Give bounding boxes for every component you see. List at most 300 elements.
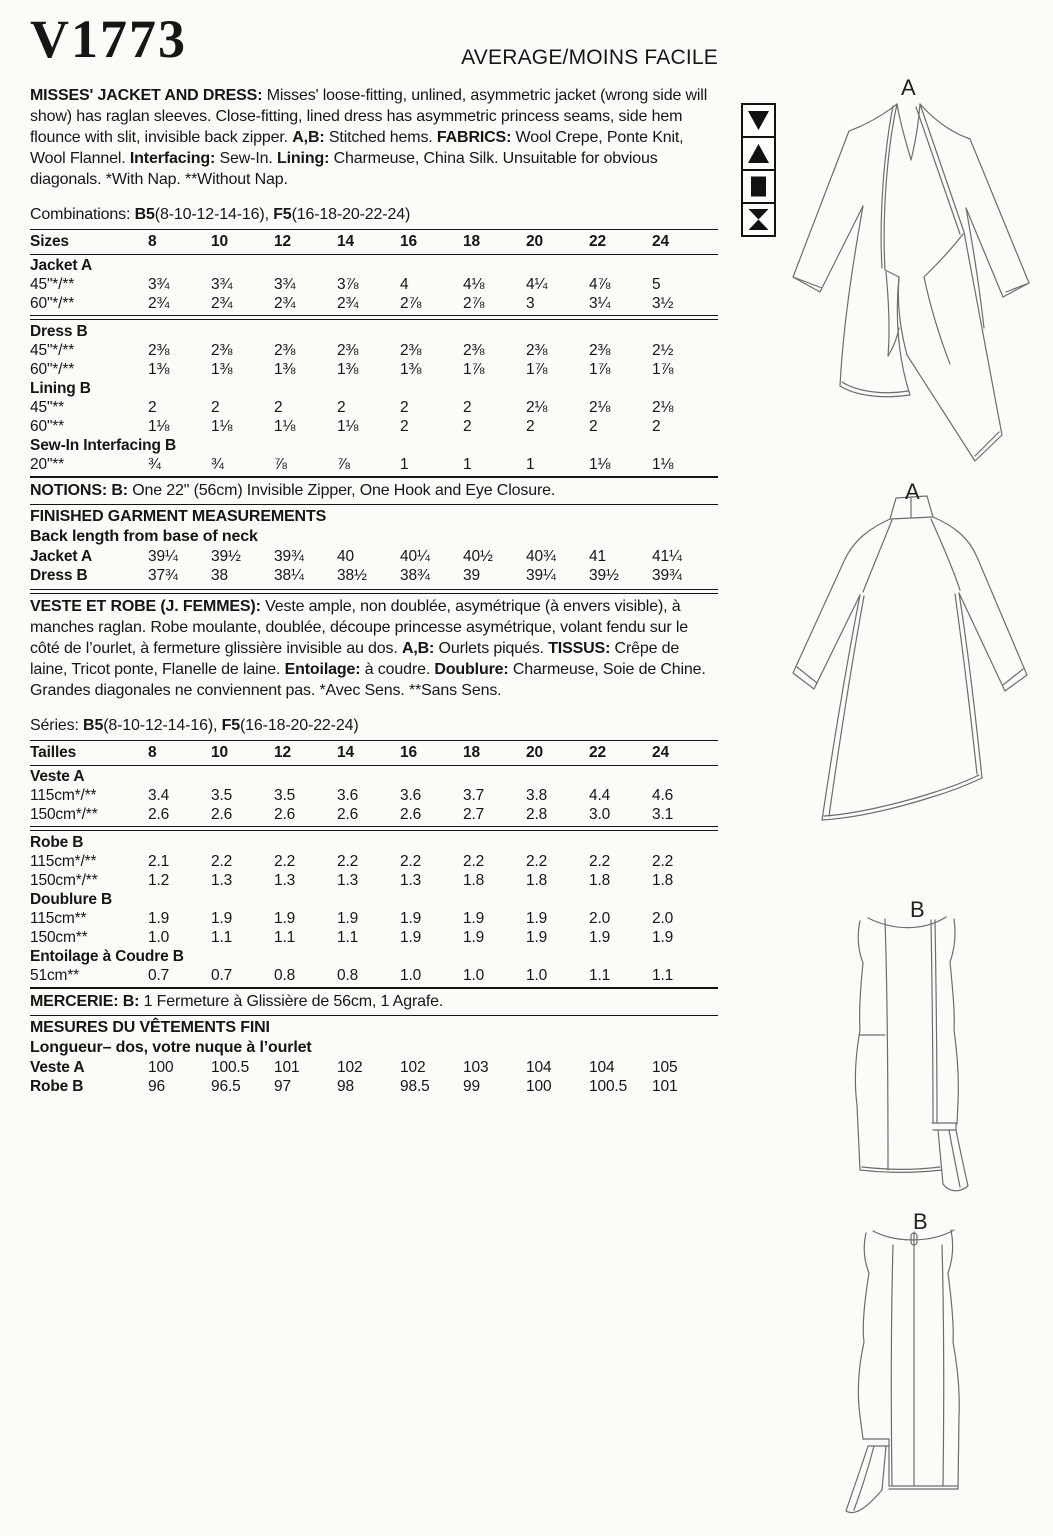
value-cell: 40¼ bbox=[400, 548, 430, 565]
value-cell: 1.8 bbox=[463, 872, 485, 889]
value-cell: 2 bbox=[274, 399, 283, 416]
value-cell: 1.9 bbox=[589, 929, 611, 946]
view-label-jacket-back: A bbox=[905, 479, 920, 504]
value-cell: 2¾ bbox=[337, 295, 359, 312]
value-cell: 1⅛ bbox=[337, 418, 359, 435]
row-label: 150cm*/** bbox=[30, 806, 98, 823]
value-cell: 4⅞ bbox=[589, 276, 611, 293]
value-cell: 2.6 bbox=[211, 806, 233, 823]
value-cell: 2¾ bbox=[148, 295, 170, 312]
value-cell: 100 bbox=[526, 1078, 552, 1095]
text-segment: Interfacing: bbox=[129, 150, 216, 167]
value-cell: 1⅛ bbox=[274, 418, 296, 435]
value-cell: 2.6 bbox=[400, 806, 422, 823]
value-cell: 1.1 bbox=[589, 967, 611, 984]
value-cell: 1⅞ bbox=[526, 361, 548, 378]
garment-section-title: Lining B bbox=[30, 380, 91, 397]
row-label: 45"*/** bbox=[30, 276, 75, 293]
yardage-table-metric bbox=[30, 742, 718, 985]
value-cell: 2⅜ bbox=[337, 342, 359, 359]
value-cell: 1⅞ bbox=[463, 361, 485, 378]
value-cell: 100.5 bbox=[589, 1078, 628, 1095]
row-label: 115cm** bbox=[30, 910, 87, 927]
row-label: 60"*/** bbox=[30, 361, 75, 378]
text-segment: Charmeuse, China Silk. Unsuitable for obvious diagonals. *With Nap. **Without Nap. bbox=[30, 150, 658, 188]
text-segment: à coudre. bbox=[360, 661, 435, 678]
value-cell: 1.9 bbox=[652, 929, 674, 946]
size-column-header: 16 bbox=[400, 744, 417, 761]
value-cell: 2⅜ bbox=[274, 342, 296, 359]
divider-rule bbox=[30, 504, 718, 505]
value-cell: 40 bbox=[337, 548, 354, 565]
row-label: 115cm*/** bbox=[30, 787, 97, 804]
value-cell: 2¾ bbox=[211, 295, 233, 312]
value-cell: 2.2 bbox=[652, 853, 674, 870]
value-cell: 1.9 bbox=[526, 929, 548, 946]
value-cell: 2⅜ bbox=[211, 342, 233, 359]
value-cell: 38¼ bbox=[274, 567, 304, 584]
size-column-header: 20 bbox=[526, 744, 543, 761]
value-cell: 3.5 bbox=[211, 787, 233, 804]
jacket-back-drawing bbox=[746, 480, 1034, 838]
value-cell: 2⅛ bbox=[652, 399, 674, 416]
measurement-row bbox=[30, 455, 718, 474]
text-segment: NOTIONS: B: bbox=[30, 482, 128, 499]
row-label: 45"** bbox=[30, 399, 65, 416]
value-cell: 2⅜ bbox=[400, 342, 422, 359]
row-label: 45"*/** bbox=[30, 342, 75, 359]
value-cell: 2⅛ bbox=[589, 399, 611, 416]
text-segment: Stitched hems. bbox=[324, 129, 437, 146]
value-cell: 2 bbox=[652, 418, 661, 435]
yardage-table-imperial bbox=[30, 231, 718, 474]
value-cell: 41¼ bbox=[652, 548, 682, 565]
value-cell: 2 bbox=[211, 399, 220, 416]
value-cell: 0.8 bbox=[337, 967, 359, 984]
text-segment: (16-18-20-22-24) bbox=[291, 206, 411, 223]
value-cell: 41 bbox=[589, 548, 606, 565]
divider-rule bbox=[30, 826, 718, 831]
value-cell: 2⅜ bbox=[526, 342, 548, 359]
description-english bbox=[30, 85, 718, 190]
value-cell: 3 bbox=[526, 295, 535, 312]
text-segment: VESTE ET ROBE (J. FEMMES): bbox=[30, 598, 266, 615]
divider-rule bbox=[30, 1015, 718, 1016]
size-column-header: 24 bbox=[652, 233, 669, 250]
value-cell: 4.6 bbox=[652, 787, 674, 804]
value-cell: 37¾ bbox=[148, 567, 178, 584]
measurement-row bbox=[30, 398, 718, 417]
row-label: Dress B bbox=[30, 567, 88, 584]
value-cell: 2.6 bbox=[148, 806, 170, 823]
row-label: 20"** bbox=[30, 456, 65, 473]
symbol-square-icon bbox=[741, 169, 776, 204]
divider-rule bbox=[30, 740, 718, 741]
measurement-row bbox=[30, 566, 718, 585]
value-cell: 1⅛ bbox=[652, 456, 674, 473]
value-cell: 39½ bbox=[211, 548, 241, 565]
value-cell: 0.8 bbox=[274, 967, 296, 984]
value-cell: 1.0 bbox=[148, 929, 170, 946]
text-segment: B5 bbox=[134, 206, 155, 223]
measurement-row bbox=[30, 547, 718, 566]
value-cell: 2 bbox=[463, 418, 472, 435]
text-segment: Crêpe de laine, Tricot ponte, Flanelle de laine. bbox=[30, 640, 680, 678]
value-cell: 1.3 bbox=[337, 872, 359, 889]
value-cell: 2.2 bbox=[337, 853, 359, 870]
measurement-row bbox=[30, 341, 718, 360]
value-cell: 2.2 bbox=[526, 853, 548, 870]
measurement-row bbox=[30, 928, 718, 947]
divider-rule bbox=[30, 765, 718, 766]
value-cell: 5 bbox=[652, 276, 661, 293]
value-cell: 96.5 bbox=[211, 1078, 241, 1095]
text-segment: A,B: bbox=[292, 129, 325, 146]
text-segment: Veste ample, non doublée, asymétrique (à envers visible), à manches raglan. Robe moulante, doublée, découpe princesse asymétrique, volant fendu sur le côté de l’ourlet, à fermeture glissière invisible au dos. bbox=[30, 598, 689, 657]
view-label-dress-back: B bbox=[913, 1209, 928, 1234]
text-segment: Ourlets piqués. bbox=[434, 640, 549, 657]
value-cell: 1.1 bbox=[652, 967, 674, 984]
text-segment: (8-10-12-14-16), bbox=[103, 717, 222, 734]
value-cell: 1.1 bbox=[337, 929, 359, 946]
value-cell: 99 bbox=[463, 1078, 480, 1095]
text-segment: Entoilage: bbox=[284, 661, 361, 678]
row-label: Robe B bbox=[30, 1078, 84, 1095]
row-label: Tailles bbox=[30, 744, 77, 761]
text-segment: FABRICS: bbox=[436, 129, 512, 146]
finished-measurements-title-fr: MESURES DU VÊTEMENTS FINI bbox=[30, 1019, 270, 1036]
value-cell: 1.9 bbox=[337, 910, 359, 927]
value-cell: ¾ bbox=[211, 456, 224, 473]
measurement-row bbox=[30, 360, 718, 379]
measurement-row bbox=[30, 786, 718, 805]
value-cell: 39¼ bbox=[526, 567, 556, 584]
value-cell: 1.9 bbox=[400, 929, 422, 946]
row-label: 60"** bbox=[30, 418, 65, 435]
text-segment: A,B: bbox=[401, 640, 435, 657]
series-line bbox=[30, 716, 718, 739]
value-cell: 2⅛ bbox=[526, 399, 548, 416]
size-column-header: 14 bbox=[337, 744, 354, 761]
row-label: Jacket A bbox=[30, 548, 92, 565]
value-cell: 1.9 bbox=[463, 929, 485, 946]
row-label: 60"*/** bbox=[30, 295, 75, 312]
text-segment: Misses' loose-fitting, unlined, asymmetric jacket (wrong side will show) has raglan sleeves. Close-fitting, lined dress has asymmetric princess seams, side hem flounce with slit, invisible back zipper. bbox=[30, 87, 708, 146]
row-label: 150cm** bbox=[30, 929, 88, 946]
value-cell: 2⅜ bbox=[589, 342, 611, 359]
value-cell: 3.6 bbox=[400, 787, 422, 804]
value-cell: 1.9 bbox=[526, 910, 548, 927]
text-segment: 1 Fermeture à Glissière de 56cm, 1 Agrafe. bbox=[139, 993, 444, 1010]
value-cell: 40¾ bbox=[526, 548, 556, 565]
symbol-hourglass-icon bbox=[741, 202, 776, 237]
value-cell: 3⅞ bbox=[337, 276, 359, 293]
value-cell: 1.9 bbox=[211, 910, 233, 927]
garment-section-title: Dress B bbox=[30, 323, 88, 340]
value-cell: 1⅜ bbox=[211, 361, 233, 378]
value-cell: 2½ bbox=[652, 342, 674, 359]
value-cell: 1.9 bbox=[148, 910, 170, 927]
value-cell: 1.9 bbox=[463, 910, 485, 927]
value-cell: 3.7 bbox=[463, 787, 485, 804]
table-header-row bbox=[30, 742, 718, 764]
value-cell: 105 bbox=[652, 1059, 678, 1076]
divider-rule bbox=[30, 229, 718, 230]
measurement-row bbox=[30, 294, 718, 313]
text-segment: Combinations: bbox=[30, 206, 135, 223]
value-cell: 102 bbox=[337, 1059, 363, 1076]
measurement-row bbox=[30, 909, 718, 928]
value-cell: 1.3 bbox=[400, 872, 422, 889]
view-label-jacket-front: A bbox=[901, 75, 916, 100]
value-cell: 2 bbox=[589, 418, 598, 435]
value-cell: 2¾ bbox=[274, 295, 296, 312]
value-cell: 2.0 bbox=[652, 910, 674, 927]
value-cell: 3.5 bbox=[274, 787, 296, 804]
value-cell: 0.7 bbox=[148, 967, 170, 984]
value-cell: 98 bbox=[337, 1078, 354, 1095]
mercerie-line bbox=[30, 990, 718, 1014]
text-segment: Lining: bbox=[277, 150, 330, 167]
value-cell: 40½ bbox=[463, 548, 493, 565]
garment-section-title: Entoilage à Coudre B bbox=[30, 948, 184, 965]
value-cell: 1⅛ bbox=[211, 418, 233, 435]
value-cell: 2⅞ bbox=[400, 295, 422, 312]
size-column-header: 10 bbox=[211, 233, 228, 250]
value-cell: 2 bbox=[400, 399, 409, 416]
value-cell: 103 bbox=[463, 1059, 489, 1076]
value-cell: 4 bbox=[400, 276, 409, 293]
value-cell: 98.5 bbox=[400, 1078, 430, 1095]
value-cell: 2.2 bbox=[463, 853, 485, 870]
value-cell: 2⅜ bbox=[148, 342, 170, 359]
value-cell: 4⅛ bbox=[463, 276, 485, 293]
dress-front-drawing bbox=[796, 896, 1024, 1198]
jacket-front-lineart bbox=[778, 76, 1046, 468]
text-segment: One 22" (56cm) Invisible Zipper, One Hook and Eye Closure. bbox=[127, 482, 556, 499]
divider-rule bbox=[30, 315, 718, 320]
text-column bbox=[30, 10, 718, 1096]
value-cell: 1⅜ bbox=[148, 361, 170, 378]
value-cell: 2.2 bbox=[400, 853, 422, 870]
value-cell: 2⅜ bbox=[463, 342, 485, 359]
size-column-header: 14 bbox=[337, 233, 354, 250]
value-cell: 1 bbox=[400, 456, 409, 473]
measurement-row bbox=[30, 852, 718, 871]
value-cell: 1⅞ bbox=[652, 361, 674, 378]
value-cell: 1⅜ bbox=[274, 361, 296, 378]
value-cell: ⅞ bbox=[337, 456, 350, 473]
value-cell: 38¾ bbox=[400, 567, 430, 584]
row-label: 51cm** bbox=[30, 967, 80, 984]
value-cell: 1.0 bbox=[463, 967, 485, 984]
value-cell: 1.0 bbox=[526, 967, 548, 984]
text-segment: Charmeuse, Soie de Chine. Grandes diagonales ne conviennent pas. *Avec Sens. **Sans Sens. bbox=[30, 661, 706, 699]
value-cell: 38½ bbox=[337, 567, 367, 584]
value-cell: 2.0 bbox=[589, 910, 611, 927]
value-cell: 2.1 bbox=[148, 853, 170, 870]
value-cell: 1.2 bbox=[148, 872, 170, 889]
value-cell: 39 bbox=[463, 567, 480, 584]
value-cell: 3.1 bbox=[652, 806, 674, 823]
value-cell: 39¾ bbox=[274, 548, 304, 565]
value-cell: 3.8 bbox=[526, 787, 548, 804]
size-column-header: 12 bbox=[274, 233, 291, 250]
size-column-header: 10 bbox=[211, 744, 228, 761]
divider-rule bbox=[30, 589, 718, 594]
value-cell: 100 bbox=[148, 1059, 174, 1076]
dress-front-lineart bbox=[796, 896, 1024, 1198]
size-column-header: 22 bbox=[589, 744, 606, 761]
finished-measurements-title-en: FINISHED GARMENT MEASUREMENTS bbox=[30, 508, 327, 525]
measurement-row bbox=[30, 871, 718, 890]
value-cell: 1.0 bbox=[400, 967, 422, 984]
value-cell: 102 bbox=[400, 1059, 426, 1076]
value-cell: 2.6 bbox=[337, 806, 359, 823]
divider-rule bbox=[30, 254, 718, 255]
row-label: Veste A bbox=[30, 1059, 85, 1076]
size-column-header: 18 bbox=[463, 233, 480, 250]
measurement-row bbox=[30, 275, 718, 294]
text-segment: MISSES' JACKET AND DRESS: bbox=[30, 87, 267, 104]
divider-rule bbox=[30, 476, 718, 478]
jacket-front-drawing bbox=[778, 76, 1046, 468]
pattern-number: V1773 bbox=[30, 9, 187, 69]
value-cell: 96 bbox=[148, 1078, 165, 1095]
dress-back-drawing bbox=[796, 1206, 1024, 1534]
suitability-symbols bbox=[741, 103, 776, 237]
garment-section-title: Robe B bbox=[30, 834, 84, 851]
value-cell: 3¾ bbox=[148, 276, 170, 293]
text-segment: F5 bbox=[273, 206, 292, 223]
symbol-triangle-down-icon bbox=[741, 103, 776, 138]
value-cell: 1.3 bbox=[211, 872, 233, 889]
size-column-header: 18 bbox=[463, 744, 480, 761]
size-column-header: 12 bbox=[274, 744, 291, 761]
divider-rule bbox=[30, 987, 718, 989]
value-cell: 2 bbox=[463, 399, 472, 416]
value-cell: 0.7 bbox=[211, 967, 233, 984]
value-cell: 38 bbox=[211, 567, 228, 584]
value-cell: 1.3 bbox=[274, 872, 296, 889]
value-cell: 2.2 bbox=[274, 853, 296, 870]
value-cell: 39¾ bbox=[652, 567, 682, 584]
value-cell: 1⅜ bbox=[337, 361, 359, 378]
value-cell: 2 bbox=[148, 399, 157, 416]
value-cell: 104 bbox=[526, 1059, 552, 1076]
value-cell: 4.4 bbox=[589, 787, 611, 804]
dress-back-lineart bbox=[796, 1206, 1024, 1534]
text-segment: (8-10-12-14-16), bbox=[154, 206, 274, 223]
measurement-row bbox=[30, 1077, 718, 1096]
value-cell: 1⅛ bbox=[148, 418, 170, 435]
text-segment: F5 bbox=[221, 717, 240, 734]
text-segment: MERCERIE: B: bbox=[30, 993, 140, 1010]
finished-measurements-table-fr bbox=[30, 1058, 718, 1096]
value-cell: 104 bbox=[589, 1059, 615, 1076]
difficulty-rating: AVERAGE/MOINS FACILE bbox=[461, 46, 718, 69]
value-cell: ⅞ bbox=[274, 456, 287, 473]
text-segment: TISSUS: bbox=[548, 640, 611, 657]
value-cell: 2.2 bbox=[589, 853, 611, 870]
value-cell: 1.1 bbox=[274, 929, 296, 946]
value-cell: ¾ bbox=[148, 456, 161, 473]
garment-section-title: Jacket A bbox=[30, 257, 92, 274]
view-label-dress-front: B bbox=[910, 897, 925, 922]
measurement-row bbox=[30, 966, 718, 985]
garment-section-title: Veste A bbox=[30, 768, 85, 785]
value-cell: 2.8 bbox=[526, 806, 548, 823]
combinations-line bbox=[30, 205, 718, 228]
value-cell: 1.8 bbox=[589, 872, 611, 889]
value-cell: 3¼ bbox=[589, 295, 611, 312]
value-cell: 97 bbox=[274, 1078, 291, 1095]
value-cell: 1.9 bbox=[400, 910, 422, 927]
value-cell: 101 bbox=[652, 1078, 678, 1095]
jacket-back-lineart bbox=[746, 480, 1034, 838]
size-column-header: 8 bbox=[148, 233, 157, 250]
value-cell: 1⅜ bbox=[400, 361, 422, 378]
value-cell: 39½ bbox=[589, 567, 619, 584]
value-cell: 39¼ bbox=[148, 548, 178, 565]
value-cell: 101 bbox=[274, 1059, 300, 1076]
text-segment: Sew-In. bbox=[215, 150, 278, 167]
value-cell: 1 bbox=[526, 456, 535, 473]
value-cell: 100.5 bbox=[211, 1059, 250, 1076]
size-column-header: 22 bbox=[589, 233, 606, 250]
finished-measurements-table-en bbox=[30, 547, 718, 585]
value-cell: 2.2 bbox=[211, 853, 233, 870]
value-cell: 1⅞ bbox=[589, 361, 611, 378]
value-cell: 1⅛ bbox=[589, 456, 611, 473]
value-cell: 3¾ bbox=[211, 276, 233, 293]
finished-measurements-subtitle-en: Back length from base of neck bbox=[30, 528, 258, 545]
size-column-header: 20 bbox=[526, 233, 543, 250]
garment-section-title: Sew-In Interfacing B bbox=[30, 437, 176, 454]
row-label: Sizes bbox=[30, 233, 69, 250]
symbol-triangle-up-icon bbox=[741, 136, 776, 171]
garment-section-title: Doublure B bbox=[30, 891, 113, 908]
text-segment: (16-18-20-22-24) bbox=[239, 717, 359, 734]
value-cell: 3¾ bbox=[274, 276, 296, 293]
measurement-row bbox=[30, 805, 718, 824]
text-segment: Doublure: bbox=[434, 661, 509, 678]
value-cell: 2⅞ bbox=[463, 295, 485, 312]
text-segment: B5 bbox=[83, 717, 104, 734]
value-cell: 1.1 bbox=[211, 929, 233, 946]
value-cell: 1.8 bbox=[652, 872, 674, 889]
size-column-header: 24 bbox=[652, 744, 669, 761]
finished-measurements-subtitle-fr: Longueur– dos, votre nuque à l’ourlet bbox=[30, 1039, 312, 1056]
value-cell: 4¼ bbox=[526, 276, 548, 293]
value-cell: 3½ bbox=[652, 295, 674, 312]
value-cell: 1.8 bbox=[526, 872, 548, 889]
row-label: 115cm*/** bbox=[30, 853, 97, 870]
value-cell: 3.4 bbox=[148, 787, 170, 804]
size-column-header: 16 bbox=[400, 233, 417, 250]
text-segment: Wool Crepe, Ponte Knit, Wool Flannel. bbox=[30, 129, 684, 167]
value-cell: 2 bbox=[526, 418, 535, 435]
value-cell: 3.6 bbox=[337, 787, 359, 804]
value-cell: 2.6 bbox=[274, 806, 296, 823]
measurement-row bbox=[30, 417, 718, 436]
notions-line bbox=[30, 479, 718, 503]
table-header-row bbox=[30, 231, 718, 253]
row-label: 150cm*/** bbox=[30, 872, 98, 889]
value-cell: 3.0 bbox=[589, 806, 611, 823]
text-segment: Séries: bbox=[30, 717, 84, 734]
size-column-header: 8 bbox=[148, 744, 157, 761]
